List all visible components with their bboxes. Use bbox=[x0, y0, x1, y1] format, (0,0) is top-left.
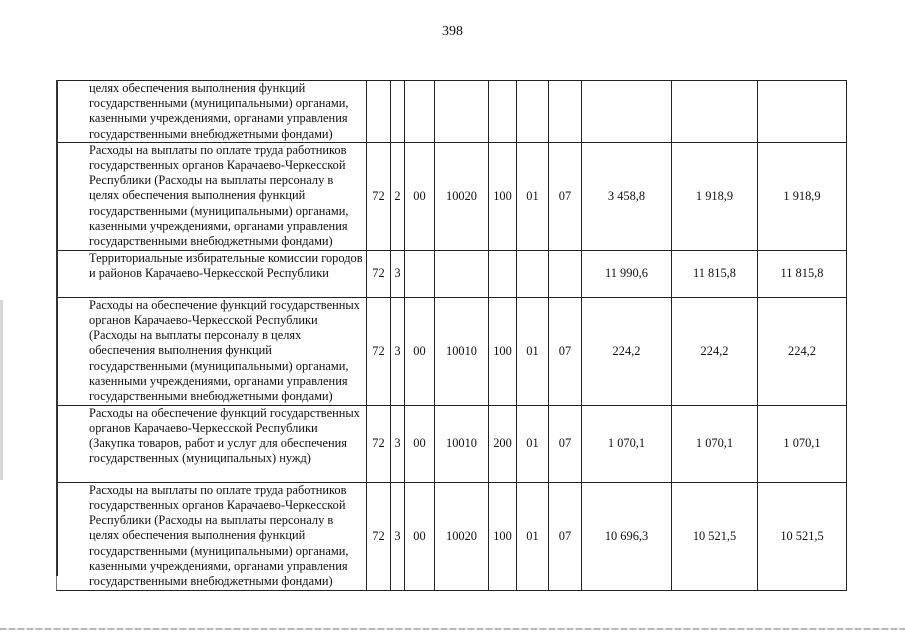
row-label: Расходы на выплаты по оплате труда работников государственных органов Карачаево-Черкесской Республики (Расходы на выплаты персоналу в целях обеспечения выполнения функций государственными (муниципальными) органами, казенными учреждениями, органами управления государственными внебюджетными фондами) bbox=[57, 482, 367, 590]
cell-code-6: 01 bbox=[517, 405, 549, 482]
cell-code-6: 01 bbox=[517, 297, 549, 405]
cell-code-4: 10010 bbox=[435, 297, 489, 405]
cell-amount-1 bbox=[582, 81, 672, 143]
cell-code-2: 3 bbox=[391, 482, 405, 590]
cell-amount-3: 224,2 bbox=[758, 297, 847, 405]
cell-amount-2: 10 521,5 bbox=[672, 482, 758, 590]
cell-code-1: 72 bbox=[367, 250, 391, 297]
cell-amount-1: 3 458,8 bbox=[582, 142, 672, 250]
cell-code-2: 3 bbox=[391, 297, 405, 405]
cell-code-4: 10020 bbox=[435, 482, 489, 590]
cell-code-3: 00 bbox=[405, 482, 435, 590]
budget-table bbox=[56, 80, 847, 591]
table-row bbox=[57, 250, 847, 297]
cell-code-1 bbox=[367, 81, 391, 143]
page-number: 398 bbox=[442, 24, 463, 39]
cell-code-4 bbox=[435, 250, 489, 297]
cell-code-7 bbox=[549, 250, 582, 297]
row-label: Расходы на обеспечение функций государственных органов Карачаево-Черкесской Республики (Закупка товаров, работ и услуг для обеспечения государственных (муниципальных) нужд) bbox=[57, 405, 367, 482]
row-label: Расходы на обеспечение функций государственных органов Карачаево-Черкесской Республики (Расходы на выплаты персоналу в целях обеспечения выполнения функций государственными (муниципальными) органами, казенными учреждениями, органами управления государственными внебюджетными фондами) bbox=[57, 297, 367, 405]
cell-code-6 bbox=[517, 81, 549, 143]
cell-amount-1: 10 696,3 bbox=[582, 482, 672, 590]
cell-code-7 bbox=[549, 81, 582, 143]
cell-code-7: 07 bbox=[549, 405, 582, 482]
cell-amount-3: 11 815,8 bbox=[758, 250, 847, 297]
cell-code-1: 72 bbox=[367, 142, 391, 250]
cell-code-2 bbox=[391, 81, 405, 143]
table-row bbox=[57, 297, 847, 405]
table-left-border bbox=[56, 80, 58, 576]
cell-code-3 bbox=[405, 250, 435, 297]
row-label: Расходы на выплаты по оплате труда работников государственных органов Карачаево-Черкесской Республики (Расходы на выплаты персоналу в целях обеспечения выполнения функций государственными (муниципальными) органами, казенными учреждениями, органами управления государственными внебюджетными фондами) bbox=[57, 142, 367, 250]
cell-amount-3: 1 070,1 bbox=[758, 405, 847, 482]
cell-code-6: 01 bbox=[517, 142, 549, 250]
cell-code-3: 00 bbox=[405, 405, 435, 482]
cell-code-4: 10020 bbox=[435, 142, 489, 250]
cell-amount-1: 1 070,1 bbox=[582, 405, 672, 482]
cell-code-7: 07 bbox=[549, 297, 582, 405]
scan-edge-shadow bbox=[0, 300, 3, 480]
table-row bbox=[57, 405, 847, 482]
cell-amount-2: 1 070,1 bbox=[672, 405, 758, 482]
cell-amount-3: 1 918,9 bbox=[758, 142, 847, 250]
row-label: целях обеспечения выполнения функций государственными (муниципальными) органами, казенными учреждениями, органами управления государственными внебюджетными фондами) bbox=[57, 81, 367, 143]
cell-amount-2: 1 918,9 bbox=[672, 142, 758, 250]
cell-code-1: 72 bbox=[367, 297, 391, 405]
cell-amount-3 bbox=[758, 81, 847, 143]
cell-amount-2 bbox=[672, 81, 758, 143]
cell-code-2: 3 bbox=[391, 250, 405, 297]
cell-code-3: 00 bbox=[405, 297, 435, 405]
scan-bottom-edge bbox=[0, 628, 905, 630]
table-row bbox=[57, 142, 847, 250]
cell-amount-3: 10 521,5 bbox=[758, 482, 847, 590]
cell-code-4: 10010 bbox=[435, 405, 489, 482]
cell-code-1: 72 bbox=[367, 482, 391, 590]
cell-code-5: 100 bbox=[489, 297, 517, 405]
row-label: Территориальные избирательные комиссии городов и районов Карачаево-Черкесской Республики bbox=[57, 250, 367, 297]
cell-code-7: 07 bbox=[549, 142, 582, 250]
cell-code-5 bbox=[489, 81, 517, 143]
table-row bbox=[57, 482, 847, 590]
cell-amount-2: 11 815,8 bbox=[672, 250, 758, 297]
cell-code-2: 3 bbox=[391, 405, 405, 482]
cell-code-3: 00 bbox=[405, 142, 435, 250]
cell-code-7: 07 bbox=[549, 482, 582, 590]
cell-amount-1: 224,2 bbox=[582, 297, 672, 405]
cell-code-6: 01 bbox=[517, 482, 549, 590]
cell-code-5: 100 bbox=[489, 482, 517, 590]
cell-code-4 bbox=[435, 81, 489, 143]
cell-code-6 bbox=[517, 250, 549, 297]
cell-amount-1: 11 990,6 bbox=[582, 250, 672, 297]
cell-code-5 bbox=[489, 250, 517, 297]
cell-code-3 bbox=[405, 81, 435, 143]
cell-code-2: 2 bbox=[391, 142, 405, 250]
cell-code-5: 200 bbox=[489, 405, 517, 482]
cell-code-1: 72 bbox=[367, 405, 391, 482]
cell-code-5: 100 bbox=[489, 142, 517, 250]
table-row bbox=[57, 81, 847, 143]
cell-amount-2: 224,2 bbox=[672, 297, 758, 405]
